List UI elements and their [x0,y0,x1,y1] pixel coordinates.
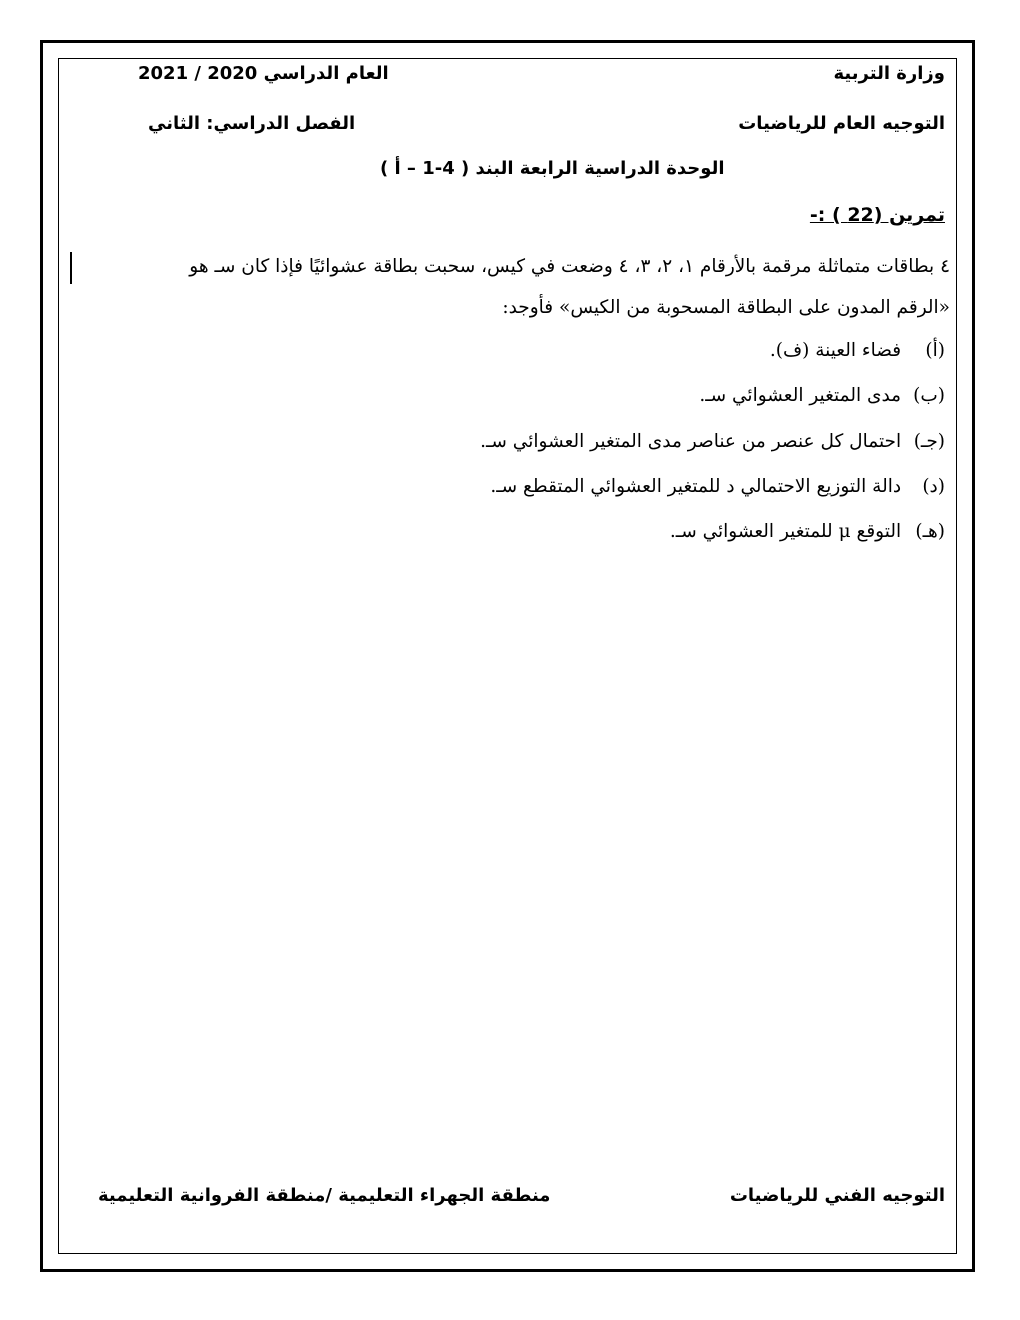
academic-year [138,63,389,84]
question-label: (ب) [913,385,945,406]
department-name: التوجيه العام للرياضيات [738,113,945,134]
question-item-b [699,385,945,406]
question-item-d [490,476,945,497]
question-text: احتمال كل عنصر من عناصر مدى المتغير العشوائي سـ. [480,431,902,452]
intro-line-2: «الرقم المدون على البطاقة المسحوبة من الكيس» فأوجد: [502,297,950,318]
question-item-a [770,340,945,361]
question-label: (أ) [925,340,945,361]
intro-line-1: ٤ بطاقات متماثلة مرقمة بالأرقام ١، ٢، ٣، ٤ وضعت في كيس، سحبت بطاقة عشوائيًا فإذا كان سـ هو [189,256,950,277]
exercise-title: تمرين (22 ) :- [809,204,945,226]
unit-title: الوحدة الدراسية الرابعة البند ( 4-1 – أ ) [380,158,725,179]
question-label: (جـ) [913,431,945,452]
academic-year-label: العام الدراسي [263,63,389,84]
question-text: دالة التوزيع الاحتمالي د للمتغير العشوائي المتقطع سـ. [490,476,902,497]
footer-department: التوجيه الفني للرياضيات [729,1185,945,1206]
footer-regions: منطقة الجهراء التعليمية /منطقة الفروانية التعليمية [98,1185,551,1206]
question-text: مدى المتغير العشوائي سـ. [699,385,902,406]
question-label: (د) [922,476,945,497]
question-item-e [670,521,945,542]
question-label: (هـ) [915,521,945,542]
question-text: التوقع μ للمتغير العشوائي سـ. [669,521,902,542]
question-item-c [480,431,945,452]
ministry-name: وزارة التربية [833,63,945,84]
academic-year-value: 2021 / 2020 [138,63,258,84]
question-text: فضاء العينة (ف). [769,340,902,361]
semester-label: الفصل الدراسي: الثاني [148,113,356,134]
inner-page-border [58,58,957,1254]
